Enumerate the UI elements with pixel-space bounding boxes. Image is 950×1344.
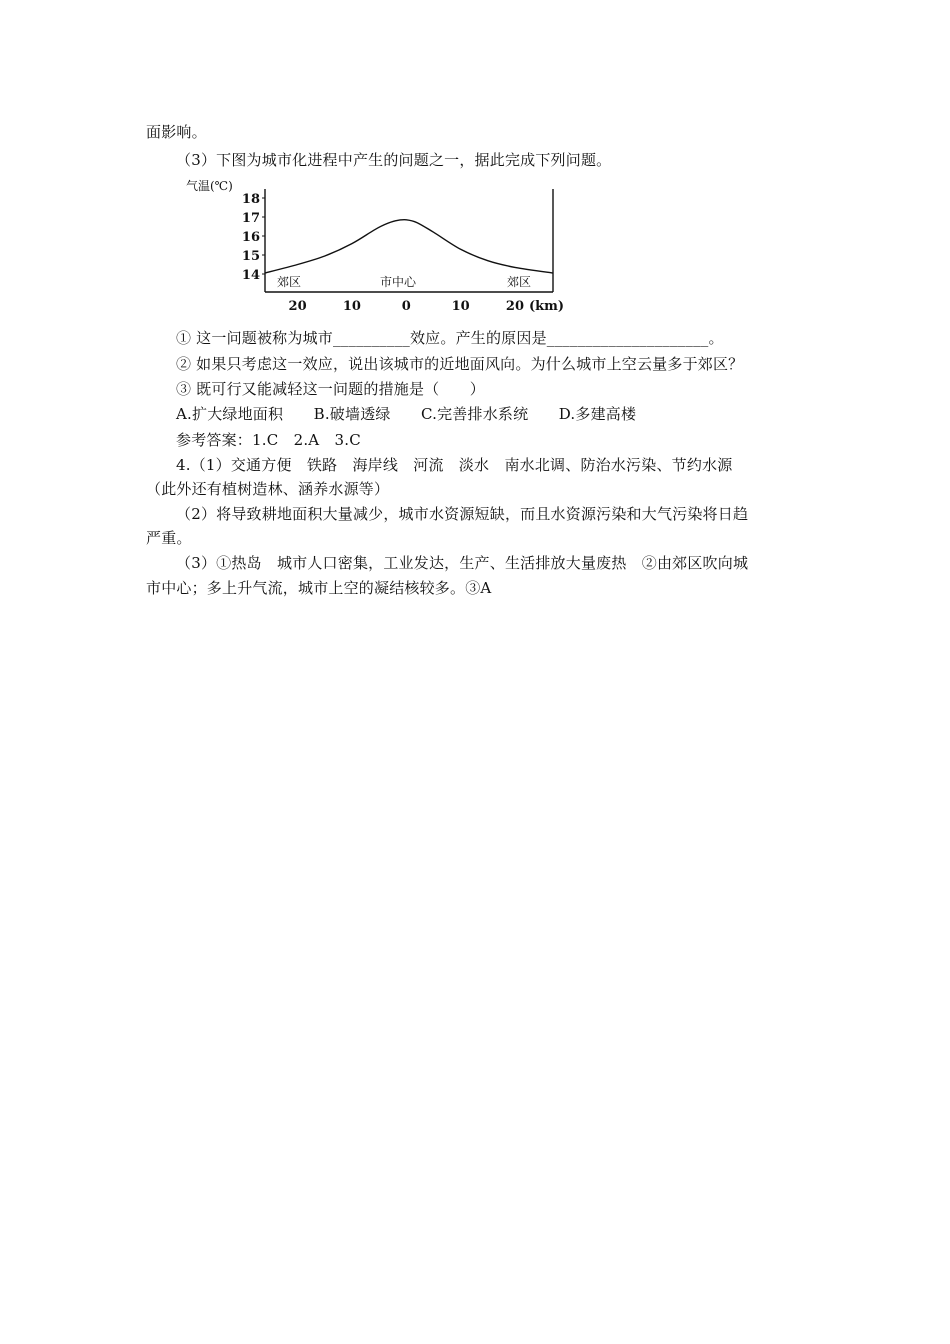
x-tick-label: 10 bbox=[451, 299, 470, 314]
temperature-curve bbox=[265, 220, 553, 273]
y-axis-label: 气温(℃) bbox=[186, 179, 233, 193]
y-tick-label: 14 bbox=[241, 268, 260, 283]
x-axis-unit: (km) bbox=[529, 299, 565, 314]
answer-4-1-cont: （此外还有植树造林、涵养水源等） bbox=[146, 480, 390, 498]
question-3-1: ① 这一问题被称为城市__________效应。产生的原因是_____________________。 bbox=[176, 329, 724, 347]
y-tick-label: 17 bbox=[241, 211, 260, 226]
reference-answers: 参考答案：1.C 2.A 3.C bbox=[176, 431, 361, 449]
answer-4-3: （3）①热岛 城市人口密集，工业发达，生产、生活排放大量废热 ②由郊区吹向城 bbox=[176, 554, 749, 572]
question-3-intro: （3）下图为城市化进程中产生的问题之一，据此完成下列问题。 bbox=[176, 151, 612, 169]
y-tick-label: 16 bbox=[241, 230, 260, 245]
text-line: 面影响。 bbox=[146, 123, 207, 141]
x-tick-label: 10 bbox=[342, 299, 361, 314]
zone-label-suburb-right: 郊区 bbox=[507, 275, 532, 289]
heat-island-chart bbox=[176, 176, 596, 322]
x-tick-label: 20 bbox=[288, 299, 307, 314]
question-3-3: ③ 既可行又能减轻这一问题的措施是（ ） bbox=[176, 380, 485, 398]
question-3-2: ② 如果只考虑这一效应，说出该城市的近地面风向。为什么城市上空云量多于郊区？ bbox=[176, 355, 744, 373]
x-tick-label: 20 bbox=[505, 299, 525, 314]
answer-4-3-cont: 市中心；多上升气流，城市上空的凝结核较多。③A bbox=[146, 579, 492, 597]
answer-4-1: 4.（1）交通方便 铁路 海岸线 河流 淡水 南水北调、防治水污染、节约水源 bbox=[176, 456, 733, 474]
y-tick-label: 18 bbox=[241, 192, 260, 207]
answer-options: A.扩大绿地面积 B.破墙透绿 C.完善排水系统 D.多建高楼 bbox=[176, 405, 637, 423]
answer-4-2-cont: 严重。 bbox=[146, 529, 192, 547]
x-tick-label: 0 bbox=[401, 299, 411, 314]
zone-label-suburb-left: 郊区 bbox=[277, 275, 302, 289]
y-tick-label: 15 bbox=[241, 249, 260, 264]
answer-4-2: （2）将导致耕地面积大量减少，城市水资源短缺，而且水资源污染和大气污染将日趋 bbox=[176, 505, 749, 523]
zone-label-city-center: 市中心 bbox=[380, 275, 417, 289]
chart-svg bbox=[176, 176, 596, 322]
